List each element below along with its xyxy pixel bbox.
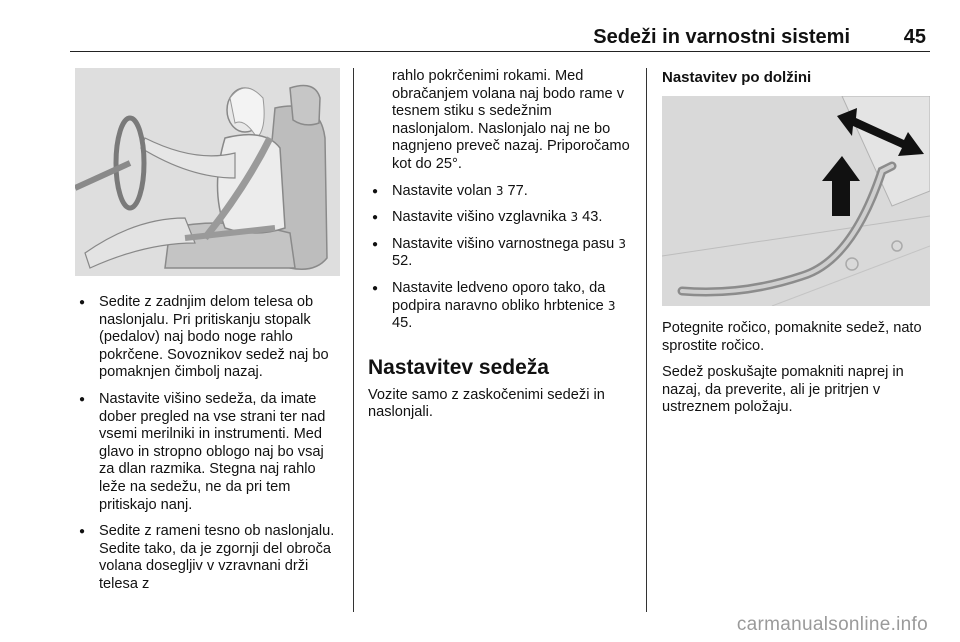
list-item [368,236,634,271]
body-paragraph: Sedež poskušajte pomakniti naprej in nazaj, da preverite, ali je pritrjen v ustreznem položaju. [662,364,904,416]
column-divider [353,68,354,612]
subsection-heading: Nastavitev po dolžini [662,69,812,86]
adjustment-list [368,183,634,333]
page-title: Sedeži in varnostni sistemi [593,26,850,48]
list-item [368,209,634,227]
list-item [368,183,634,201]
list-item-text: Nastavite višino vzglavnika [392,209,567,226]
list-item: ● Sedite z rameni tesno ob naslonjalu. Sedite tako, da je zgornji del obroča volana dosegljiv v vzravnani drži telesa z [75,523,340,593]
driver-seating-illustration [75,68,340,276]
watermark-text: carmanualsonline.info [736,614,928,635]
page-reference-link[interactable]: 45. [392,315,413,332]
page-reference-icon: 3 [495,183,504,198]
page-reference-icon: 3 [607,298,616,313]
list-item [368,280,634,333]
continued-text: rahlo pokrčenimi rokami. Med obračanjem volana naj bodo rame v tesnem stiku s sedežnim naslonjalom. Naslonjalo naj ne bo nagnjeno preveč nazaj. Priporočamo kot do 25°. [392,68,630,172]
seat-lever-drawing [662,96,930,306]
list-item: ● Sedite z zadnjim delom telesa ob naslonjalu. Pri pritiskanju stopalk (pedalov) naj bodo noge rahlo pokrčene. Sovoznikov sedež naj bo pomaknjen čimbolj nazaj. [75,294,340,382]
section-heading: Nastavitev sedeža [368,355,549,379]
list-item-text: Nastavite višino varnostnega pasu [392,235,615,252]
column-left [75,68,340,603]
list-item: ● Nastavite višino sedeža, da imate dober pregled na vse strani ter nad vsemi merilniki in instrumenti. Med glavo in stropno oblogo naj bo vsaj za dlan razmika. Stegna naj rahlo leže na sedežu, ne da pri tem pritiskajo nanj. [75,391,340,514]
column-right [662,68,930,426]
page-reference-link[interactable]: 43. [582,209,603,226]
page-reference-link[interactable]: 52. [392,253,413,270]
list-item-text: Nastavite ledveno oporo tako, da podpira naravno obliko hrbtenice [392,279,606,314]
page-reference-link[interactable]: 77. [507,182,528,199]
seating-instructions-list [75,294,340,594]
column-divider [646,68,647,612]
seat-lever-illustration [662,96,930,306]
driver-seat-drawing [75,68,340,276]
body-paragraph: Potegnite ročico, pomaknite sedež, nato sprostite ročico. [662,320,922,354]
page-number: 45 [903,26,926,48]
section-text: Vozite samo z zaskočenimi sedeži in naslonjali. [368,386,605,421]
page-header [70,20,930,52]
page-reference-icon: 3 [570,210,579,225]
header-rule [70,51,930,52]
column-middle [368,68,634,431]
page-reference-icon: 3 [618,236,626,251]
list-item-text: Nastavite volan [392,182,492,199]
